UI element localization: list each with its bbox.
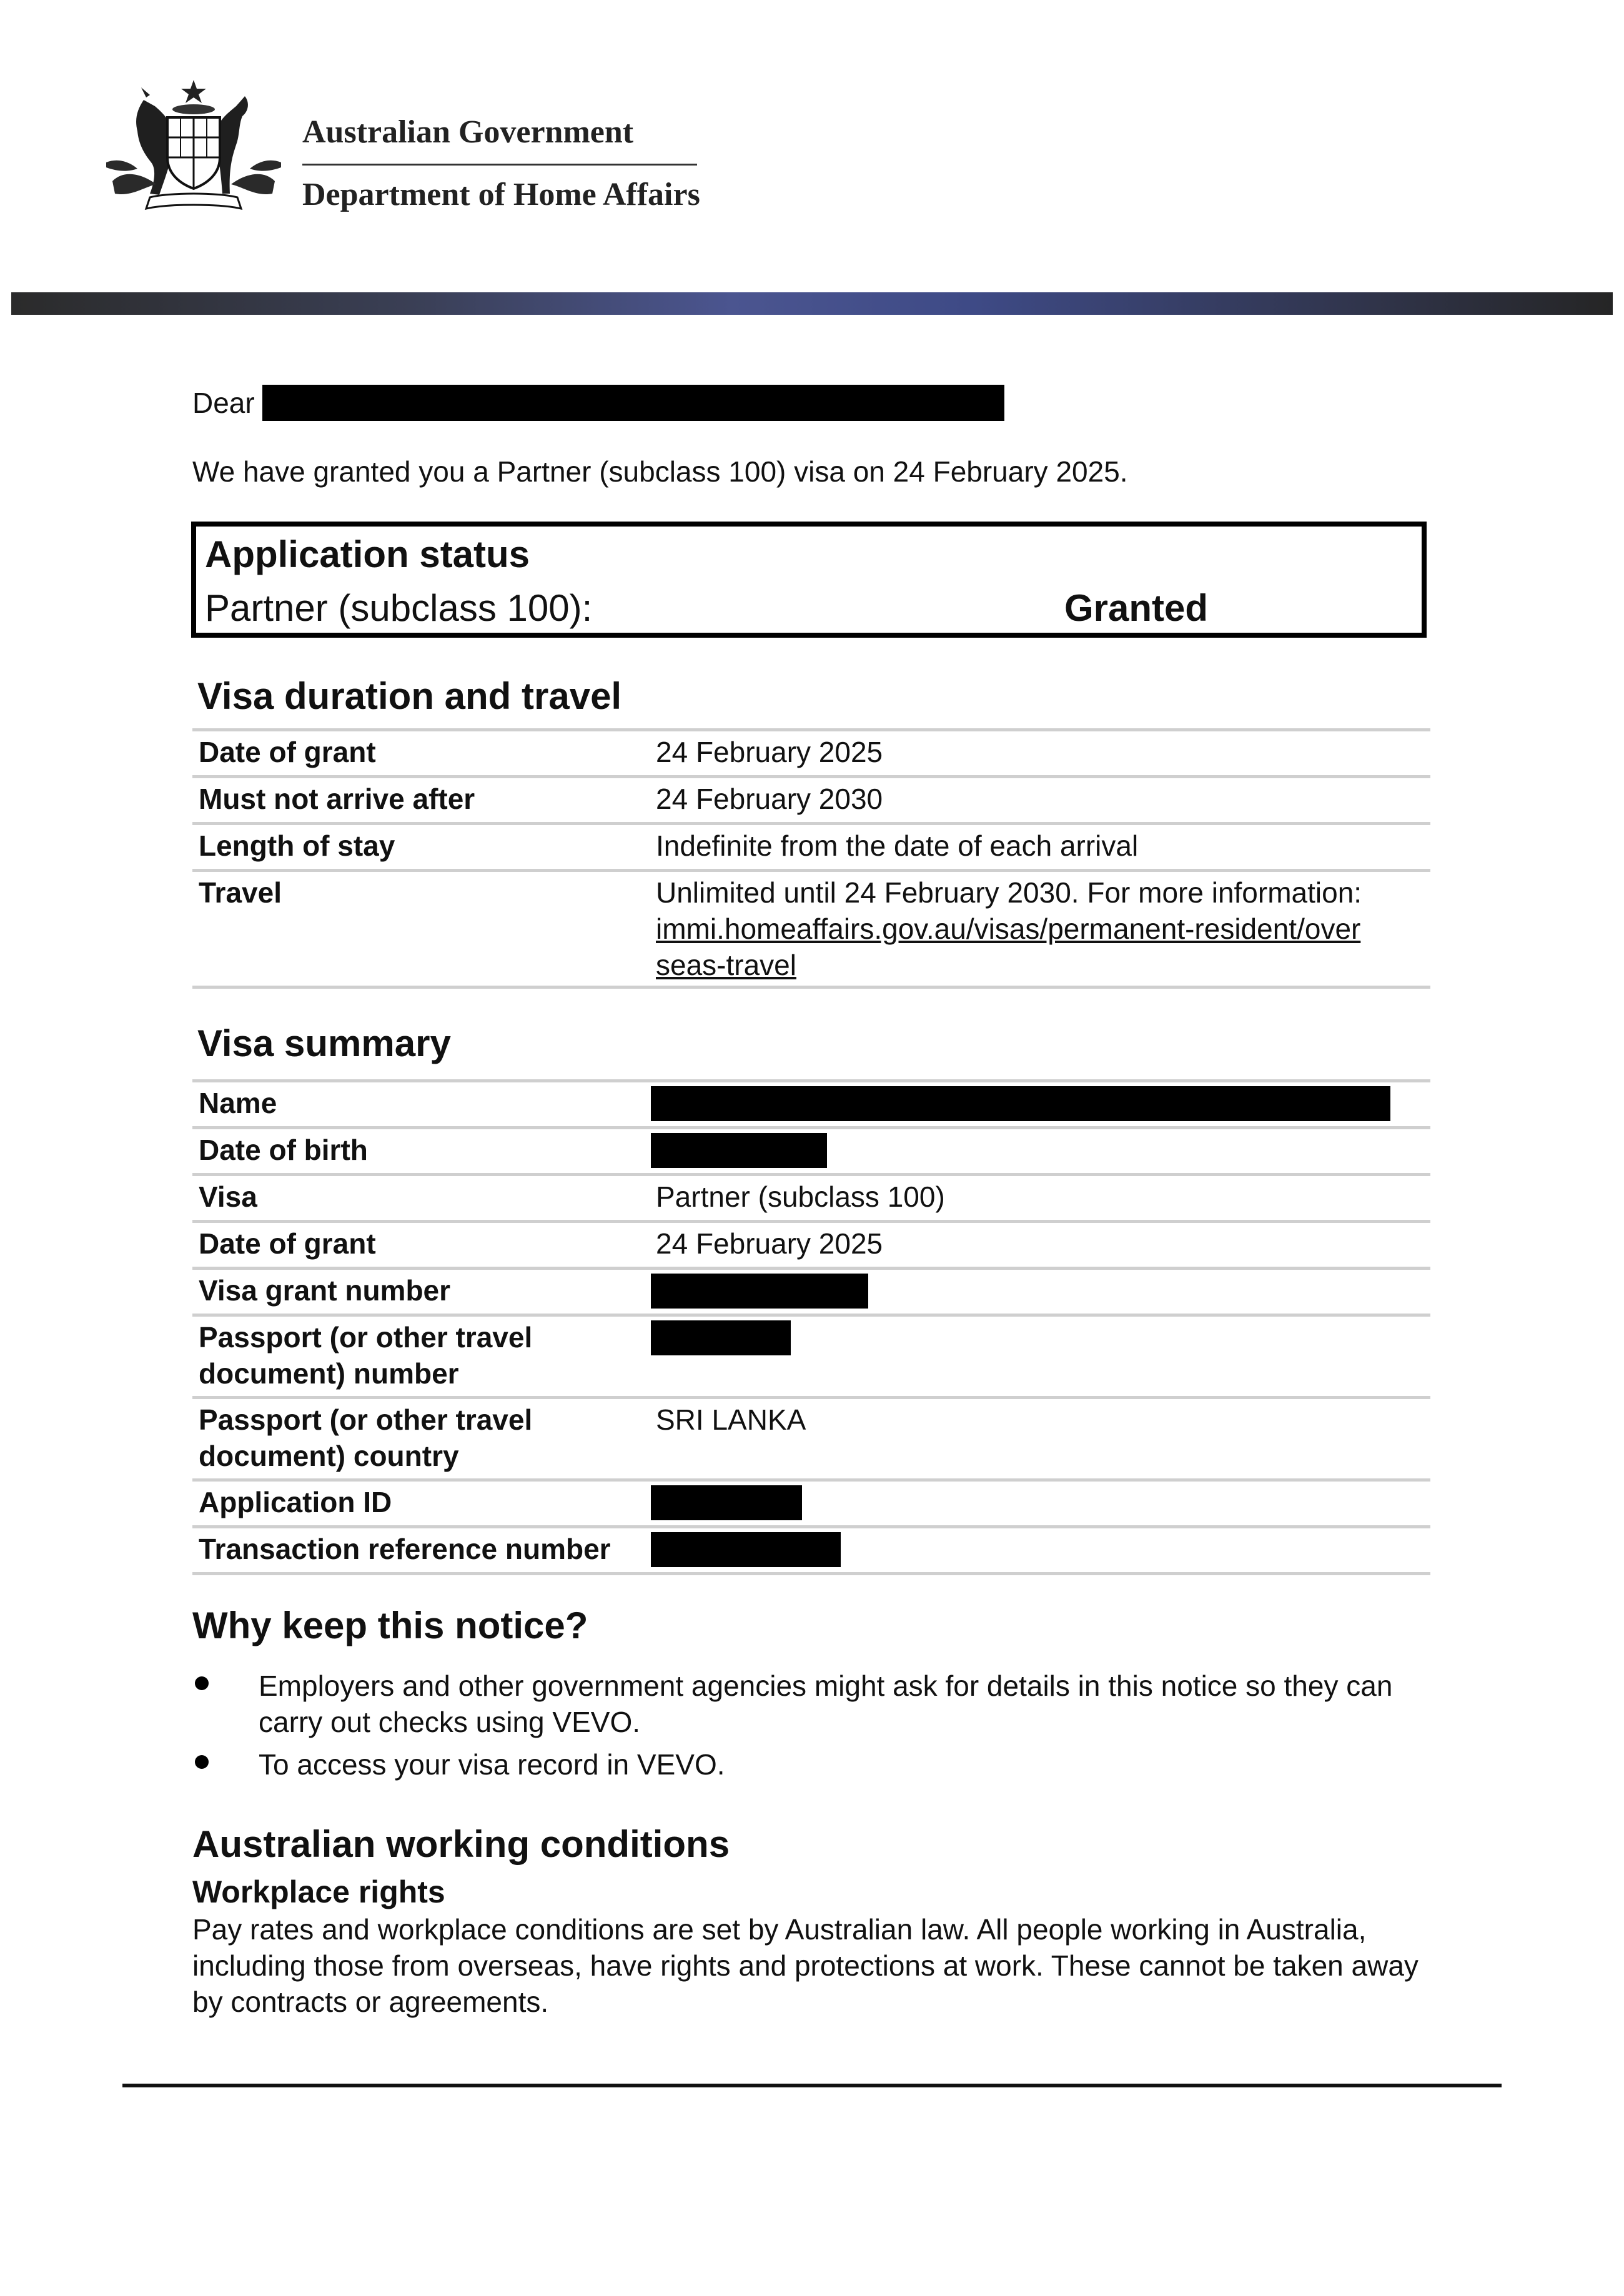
status-visa-label: Partner (subclass 100):	[205, 587, 593, 629]
row-label: Passport (or other travel document) number	[199, 1321, 533, 1390]
workplace-rights-title: Workplace rights	[192, 1874, 445, 1909]
why-keep-notice-title: Why keep this notice?	[192, 1605, 588, 1646]
travel-text: Unlimited until 24 February 2030. For more information:	[656, 876, 1362, 909]
table-row	[192, 1314, 1430, 1396]
table-row	[192, 1525, 1430, 1575]
redacted-date-of-birth	[651, 1133, 827, 1168]
salutation: Dear	[192, 387, 255, 419]
table-row	[192, 728, 1430, 775]
visa-summary-table	[192, 1079, 1430, 1575]
government-name: Australian Government	[302, 114, 634, 150]
row-value: Partner (subclass 100)	[656, 1180, 945, 1213]
row-label: Must not arrive after	[199, 783, 475, 815]
row-label: Application ID	[199, 1486, 392, 1518]
table-row	[192, 1173, 1430, 1220]
row-value	[656, 874, 1424, 983]
row-value: SRI LANKA	[656, 1403, 806, 1436]
letterhead-divider	[302, 164, 697, 166]
workplace-rights-body: Pay rates and workplace conditions are set by Australian law. All people working in Australia, including those from overseas, have rights and protections at work. These cannot be taken away by contracts or agreements.	[192, 1913, 1419, 2018]
grant-intro: We have granted you a Partner (subclass 100) visa on 24 February 2025.	[192, 455, 1128, 488]
row-label: Date of grant	[199, 1227, 376, 1260]
bullet-icon	[195, 1755, 209, 1769]
table-row	[192, 869, 1430, 989]
row-value: 24 February 2030	[656, 783, 883, 815]
working-conditions-title: Australian working conditions	[192, 1823, 730, 1865]
table-row	[192, 1396, 1430, 1478]
list-item: Employers and other government agencies might ask for details in this notice so they can carry out checks using VEVO.	[192, 1668, 1435, 1740]
redacted-recipient-name	[262, 385, 1004, 421]
table-row	[192, 1267, 1430, 1314]
redacted-visa-grant-number	[651, 1274, 868, 1309]
redacted-transaction-reference	[651, 1532, 841, 1567]
row-label: Visa	[199, 1180, 257, 1213]
row-label: Transaction reference number	[199, 1533, 611, 1565]
row-label: Name	[199, 1087, 277, 1119]
redacted-passport-number	[651, 1320, 791, 1355]
row-label: Date of grant	[199, 736, 376, 768]
table-row	[192, 1079, 1430, 1126]
visa-duration-table	[192, 728, 1430, 989]
row-label: Length of stay	[199, 829, 395, 862]
application-status-box	[191, 522, 1427, 638]
status-title: Application status	[205, 533, 530, 575]
row-value: Indefinite from the date of each arrival	[656, 829, 1139, 862]
redacted-application-id	[651, 1485, 802, 1520]
header-band	[11, 292, 1613, 315]
redacted-name	[651, 1086, 1390, 1121]
bullet-icon	[195, 1676, 209, 1690]
visa-duration-title: Visa duration and travel	[197, 675, 622, 717]
department-name: Department of Home Affairs	[302, 177, 700, 212]
row-label: Passport (or other travel document) country	[199, 1403, 533, 1472]
table-row	[192, 822, 1430, 869]
row-label: Date of birth	[199, 1134, 368, 1166]
footer-divider	[122, 2084, 1502, 2087]
table-row	[192, 775, 1430, 822]
row-value: 24 February 2025	[656, 736, 883, 768]
table-row	[192, 1126, 1430, 1173]
overseas-travel-link[interactable]: immi.homeaffairs.gov.au/visas/permanent-resident/overseas-travel	[656, 913, 1361, 981]
row-label: Visa grant number	[199, 1274, 451, 1307]
status-value: Granted	[1064, 587, 1209, 629]
row-value: 24 February 2025	[656, 1227, 883, 1260]
list-item: To access your visa record in VEVO.	[192, 1746, 1435, 1783]
coat-of-arms-icon	[100, 75, 287, 222]
table-row	[192, 1220, 1430, 1267]
table-row	[192, 1478, 1430, 1525]
row-label: Travel	[199, 876, 282, 909]
visa-summary-title: Visa summary	[197, 1022, 451, 1064]
